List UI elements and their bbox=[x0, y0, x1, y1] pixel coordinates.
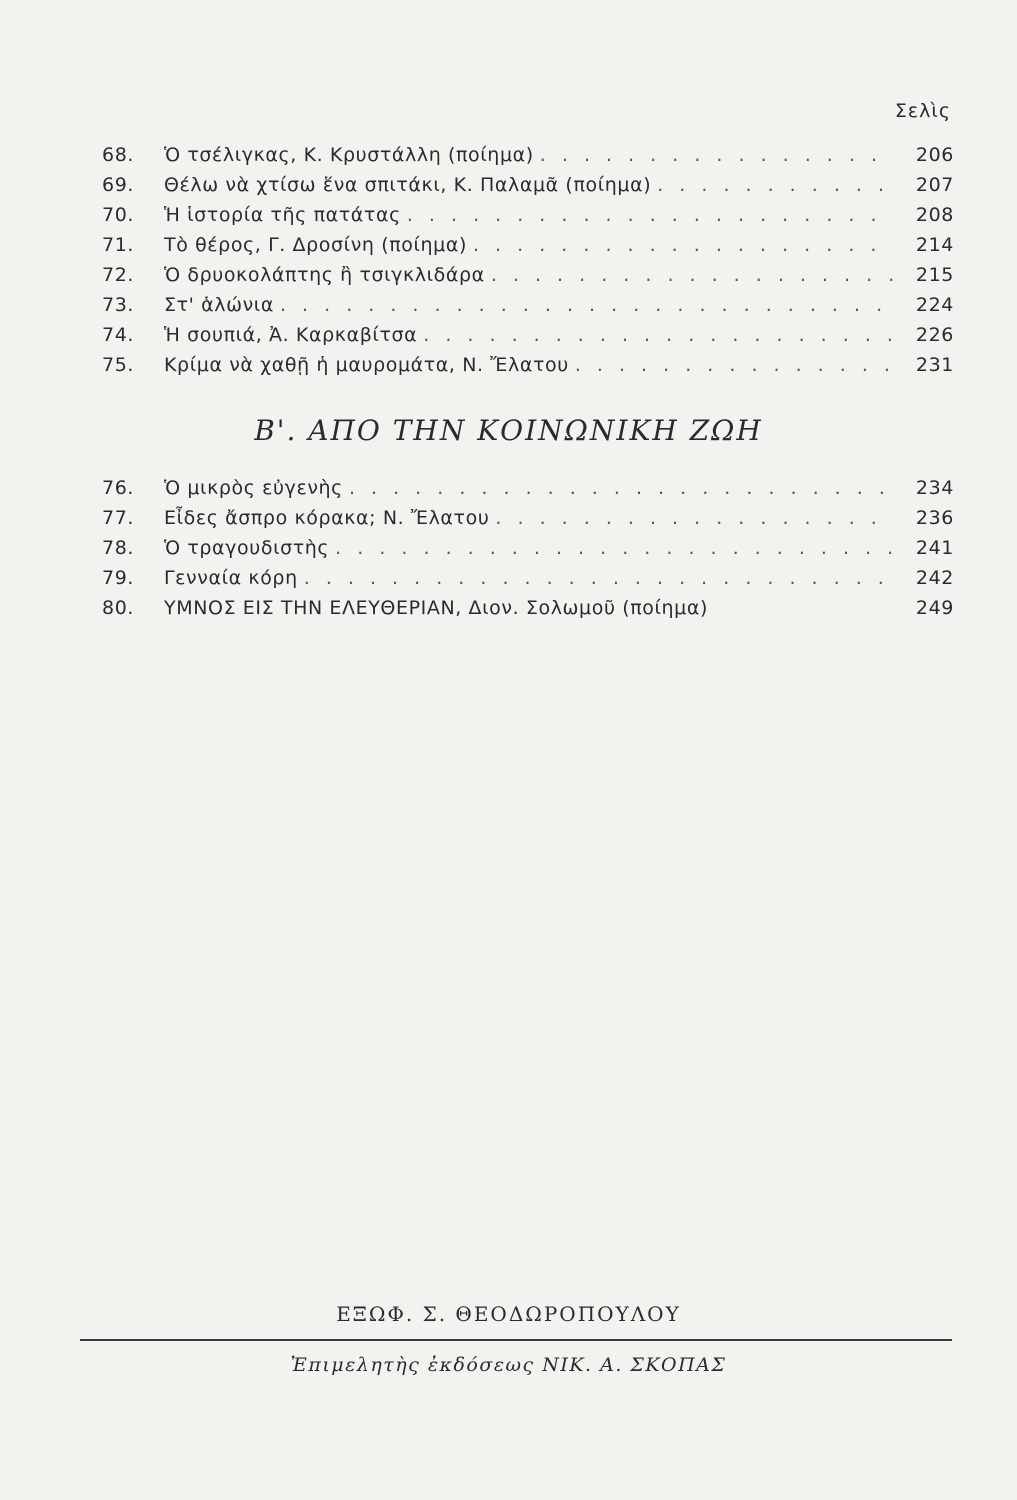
entry-title: Κρίμα νὰ χαθῇ ἡ μαυρομάτα, Ν. Ἔλατου bbox=[164, 354, 569, 376]
section-heading: Β'. ΑΠΟ ΤΗΝ ΚΟΙΝΩΝΙΚΗ ΖΩΗ bbox=[254, 414, 763, 447]
toc-entry bbox=[102, 174, 954, 204]
entry-number: 76. bbox=[102, 477, 135, 499]
entry-number: 71. bbox=[102, 234, 135, 256]
dot-leader bbox=[489, 507, 894, 529]
toc-entry bbox=[102, 324, 954, 354]
dot-leader bbox=[343, 477, 894, 499]
entry-title: Ὁ μικρὸς εὐγενὴς bbox=[164, 477, 343, 499]
dot-leader bbox=[401, 204, 894, 226]
dot-leader bbox=[274, 294, 894, 316]
entry-page: 234 bbox=[915, 477, 954, 499]
toc-entry bbox=[102, 294, 954, 324]
entry-number: 77. bbox=[102, 507, 135, 529]
entry-title: Εἶδες ἄσπρο κόρακα; Ν. Ἔλατου bbox=[164, 507, 490, 529]
toc-entry bbox=[102, 264, 954, 294]
entry-number: 75. bbox=[102, 354, 135, 376]
dot-leader bbox=[534, 144, 894, 166]
entry-page: 224 bbox=[915, 294, 954, 316]
entry-page: 242 bbox=[915, 567, 954, 589]
dot-leader bbox=[485, 264, 894, 286]
dot-leader bbox=[651, 174, 894, 196]
toc-entry bbox=[102, 537, 954, 567]
entry-number: 68. bbox=[102, 144, 135, 166]
toc-entry bbox=[102, 354, 954, 384]
entry-page: 226 bbox=[915, 324, 954, 346]
dot-leader bbox=[329, 537, 894, 559]
editor-line: Ἐπιμελητὴς ἐκδόσεως ΝΙΚ. Α. ΣΚΟΠΑΣ bbox=[290, 1354, 727, 1376]
entry-page: 241 bbox=[915, 537, 954, 559]
entry-number: 79. bbox=[102, 567, 135, 589]
entry-number: 74. bbox=[102, 324, 135, 346]
entry-title: Ἡ σουπιά, Ἀ. Καρκαβίτσα bbox=[164, 324, 418, 346]
divider bbox=[80, 1339, 952, 1341]
entry-number: 70. bbox=[102, 204, 135, 226]
entry-title: ΥΜΝΟΣ ΕΙΣ ΤΗΝ ΕΛΕΥΘΕΡΙΑΝ, Διον. Σολωμοῦ (ποίημα) bbox=[164, 597, 708, 619]
entry-number: 78. bbox=[102, 537, 135, 559]
entry-page: 231 bbox=[915, 354, 954, 376]
entry-title: Θέλω νὰ χτίσω ἕνα σπιτάκι, Κ. Παλαμᾶ (ποίημα) bbox=[164, 174, 652, 196]
entry-title: Ὁ τσέλιγκας, Κ. Κρυστάλλη (ποίημα) bbox=[164, 144, 534, 166]
entry-page: 249 bbox=[915, 597, 954, 619]
toc-entry bbox=[102, 567, 954, 597]
entry-number: 69. bbox=[102, 174, 135, 196]
page-label: Σελὶς bbox=[894, 100, 951, 122]
toc-entry bbox=[102, 144, 954, 174]
dot-leader bbox=[569, 354, 894, 376]
toc-entry bbox=[102, 204, 954, 234]
entry-page: 236 bbox=[915, 507, 954, 529]
entry-number: 73. bbox=[102, 294, 135, 316]
entry-number: 72. bbox=[102, 264, 135, 286]
entry-title: Τὸ θέρος, Γ. Δροσίνη (ποίημα) bbox=[164, 234, 467, 256]
dot-leader bbox=[417, 324, 894, 346]
entry-title: Γενναία κόρη bbox=[164, 567, 298, 589]
toc-entry bbox=[102, 234, 954, 264]
entry-page: 214 bbox=[915, 234, 954, 256]
entry-number: 80. bbox=[102, 597, 135, 619]
toc-entry bbox=[102, 477, 954, 507]
entry-title: Ἡ ἱστορία τῆς πατάτας bbox=[164, 204, 401, 226]
toc-entry bbox=[102, 507, 954, 537]
publisher-line: ΕΞΩΦ. Σ. ΘΕΟΔΩΡΟΠΟΥΛΟΥ bbox=[336, 1302, 681, 1326]
entry-page: 208 bbox=[915, 204, 954, 226]
dot-leader bbox=[298, 567, 894, 589]
entry-page: 206 bbox=[915, 144, 954, 166]
entry-title: Στ' ἁλώνια bbox=[164, 294, 274, 316]
dot-leader bbox=[467, 234, 894, 256]
entry-page: 207 bbox=[915, 174, 954, 196]
toc-entry bbox=[102, 597, 954, 627]
entry-page: 215 bbox=[915, 264, 954, 286]
entry-title: Ὁ τραγουδιστὴς bbox=[164, 537, 330, 559]
entry-title: Ὁ δρυοκολάπτης ἢ τσιγκλιδάρα bbox=[164, 264, 485, 286]
